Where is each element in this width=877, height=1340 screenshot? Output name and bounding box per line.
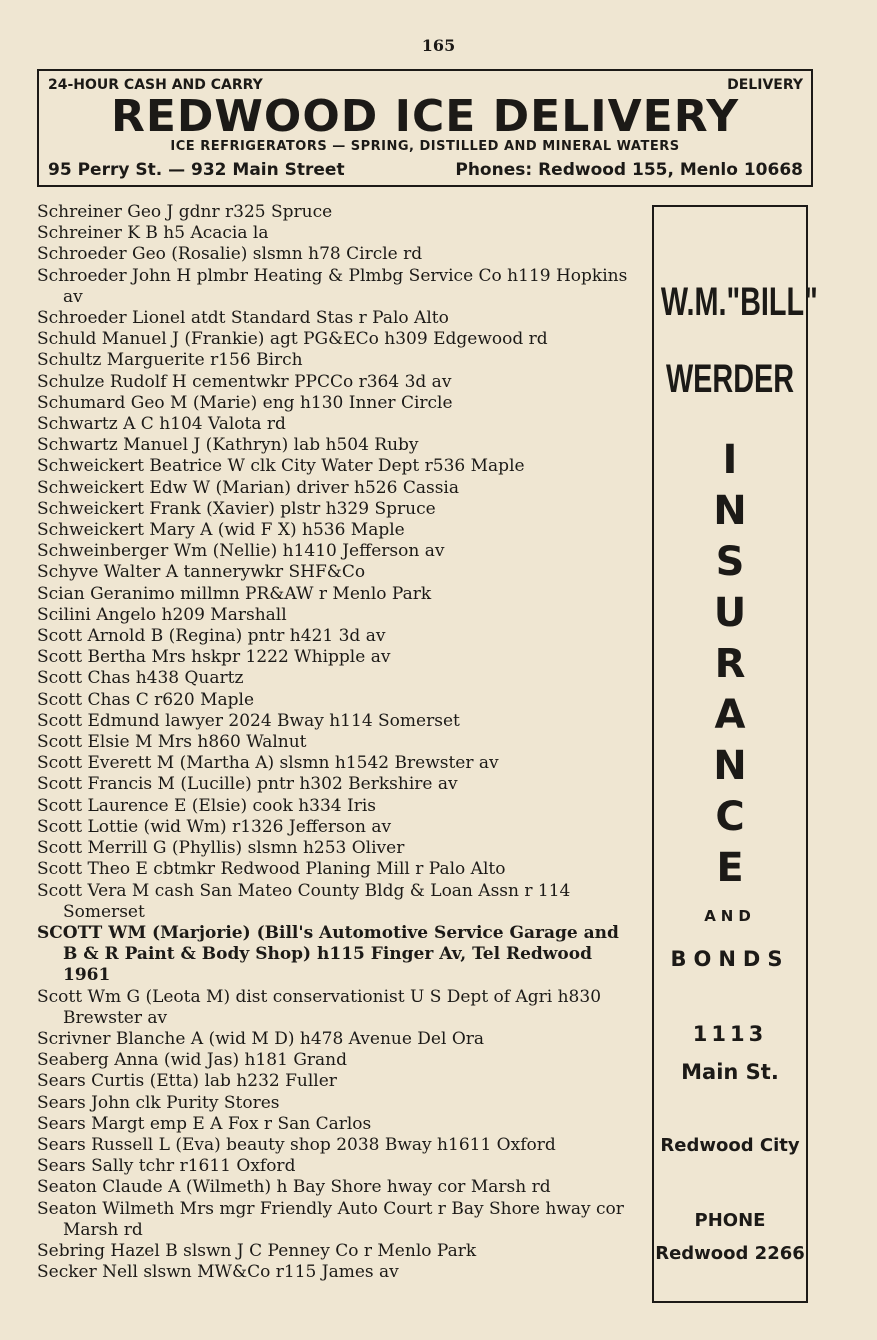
directory-entry: Scott Theo E cbtmkr Redwood Planing Mill r Palo Alto (37, 859, 506, 880)
directory-entry: Scott Merrill G (Phyllis) slsmn h253 Oliver (37, 838, 405, 859)
directory-entry: Scian Geranimo millmn PR&AW r Menlo Park (37, 583, 432, 604)
directory-entry: Sears Sally tchr r1611 Oxford (37, 1156, 296, 1177)
directory-entry: Schweickert Frank (Xavier) plstr h329 Spruce (37, 498, 436, 519)
directory-entry: Seaberg Anna (wid Jas) h181 Grand (37, 1050, 348, 1071)
ad-insurance-word (654, 435, 806, 894)
directory-entry: Scilini Angelo h209 Marshall (37, 604, 287, 625)
directory-entry: Scott Lottie (wid Wm) r1326 Jefferson av (37, 816, 392, 837)
ad-bonds: BONDS (670, 947, 790, 971)
directory-entry: Seaton Wilmeth Mrs mgr Friendly Auto Court r Bay Shore hway cor Marsh rd (37, 1198, 624, 1240)
ad-phone: Redwood 2266 (655, 1243, 805, 1264)
directory-entry: Schweickert Beatrice W clk City Water Dept r536 Maple (37, 456, 525, 477)
directory-entry: Scott Everett M (Martha A) slsmn h1542 Brewster av (37, 753, 499, 774)
directory-entry: Scott Wm G (Leota M) dist conservationist U S Dept of Agri h830 Brewster av (37, 986, 602, 1028)
directory-entry: Schumard Geo M (Marie) eng h130 Inner Circle (37, 392, 453, 413)
ad-subtitle: ICE REFRIGERATORS — SPRING, DISTILLED AND MINERAL WATERS (170, 139, 680, 154)
insurance-letter: I (722, 437, 738, 483)
directory-entry: Scott Chas h438 Quartz (37, 668, 244, 689)
insurance-letter: R (714, 641, 746, 687)
insurance-letter: N (713, 743, 747, 789)
ad-city: Redwood City (660, 1135, 800, 1156)
directory-entry: Secker Nell slswn MW&Co r115 James av (37, 1262, 399, 1283)
directory-entry: Scott Chas C r620 Maple (37, 689, 254, 710)
directory-entry: Schwartz Manuel J (Kathryn) lab h504 Ruby (37, 435, 419, 456)
insurance-letter: E (716, 845, 744, 891)
directory-entry: Scott Bertha Mrs hskpr 1222 Whipple av (37, 647, 391, 668)
directory-entry: Schyve Walter A tannerywkr SHF&Co (37, 562, 366, 583)
ad-phones: Phones: Redwood 155, Menlo 10668 (455, 160, 803, 180)
page-number: 165 (421, 36, 456, 55)
ad-agent-surname: WERDER (665, 357, 795, 401)
directory-entry: Schroeder Geo (Rosalie) slsmn h78 Circle rd (37, 244, 423, 265)
directory-entry: Sears Margt emp E A Fox r San Carlos (37, 1113, 372, 1134)
directory-entry: Scott Vera M cash San Mateo County Bldg & Loan Assn r 114 Somerset (37, 880, 571, 922)
ad-cash-carry: 24-HOUR CASH AND CARRY (48, 77, 263, 93)
directory-entry: Scott Edmund lawyer 2024 Bway h114 Somerset (37, 710, 460, 731)
directory-entry: Sears Curtis (Etta) lab h232 Fuller (37, 1071, 337, 1092)
werder-insurance-ad (652, 205, 818, 1303)
insurance-letter: A (714, 692, 746, 738)
ad-agent-nickname: W.M."BILL" (660, 280, 818, 324)
directory-entry: Scott Arnold B (Regina) pntr h421 3d av (37, 626, 386, 647)
directory-entry: Seaton Claude A (Wilmeth) h Bay Shore hway cor Marsh rd (37, 1177, 551, 1198)
ad-and: AND (704, 907, 756, 925)
ad-address: 95 Perry St. — 932 Main Street (48, 160, 345, 180)
directory-entry: Schweinberger Wm (Nellie) h1410 Jefferson av (37, 541, 445, 562)
ad-phone-label: PHONE (694, 1210, 766, 1231)
directory-entry: Schreiner Geo J gdnr r325 Spruce (37, 202, 333, 222)
directory-entry: Schweickert Edw W (Marian) driver h526 Cassia (37, 477, 459, 498)
directory-entry: Scott Francis M (Lucille) pntr h302 Berkshire av (37, 774, 458, 795)
ad-title: REDWOOD ICE DELIVERY (110, 91, 740, 142)
ad-street: Main St. (681, 1060, 779, 1084)
directory-entry: Scrivner Blanche A (wid M D) h478 Avenue Del Ora (37, 1028, 485, 1049)
directory-entry: SCOTT WM (Marjorie) (Bill's Automotive Service Garage and B & R Paint & Body Shop) h115 Finger Av, Tel Redwood 1961 (37, 922, 619, 986)
insurance-letter: N (713, 488, 747, 534)
directory-entry: Schreiner K B h5 Acacia la (37, 223, 269, 244)
directory-entry: Schroeder John H plmbr Heating & Plmbg Service Co h119 Hopkins av (37, 265, 628, 307)
directory-listings (37, 202, 637, 1283)
ad-street-number: 1113 (692, 1022, 768, 1046)
directory-entry: Scott Laurence E (Elsie) cook h334 Iris (37, 795, 377, 816)
directory-entry: Schroeder Lionel atdt Standard Stas r Palo Alto (37, 308, 449, 329)
ad-delivery: DELIVERY (727, 77, 803, 93)
directory-entry: Sears Russell L (Eva) beauty shop 2038 Bway h1611 Oxford (37, 1134, 556, 1155)
directory-entry: Scott Elsie M Mrs h860 Walnut (37, 732, 307, 753)
directory-entry: Schultz Marguerite r156 Birch (37, 350, 303, 371)
directory-entry: Schweickert Mary A (wid F X) h536 Maple (37, 520, 405, 541)
directory-entry: Sears John clk Purity Stores (37, 1092, 280, 1113)
directory-entry: Schulze Rudolf H cementwkr PPCCo r364 3d av (37, 371, 452, 392)
insurance-letter: U (713, 590, 747, 636)
insurance-letter: S (715, 539, 745, 585)
directory-entry: Sebring Hazel B slswn J C Penney Co r Menlo Park (37, 1240, 477, 1261)
insurance-letter: C (715, 794, 745, 840)
directory-entry: Schwartz A C h104 Valota rd (37, 414, 286, 435)
directory-entry: Schuld Manuel J (Frankie) agt PG&ECo h309 Edgewood rd (37, 329, 548, 350)
redwood-ice-ad (37, 69, 813, 187)
